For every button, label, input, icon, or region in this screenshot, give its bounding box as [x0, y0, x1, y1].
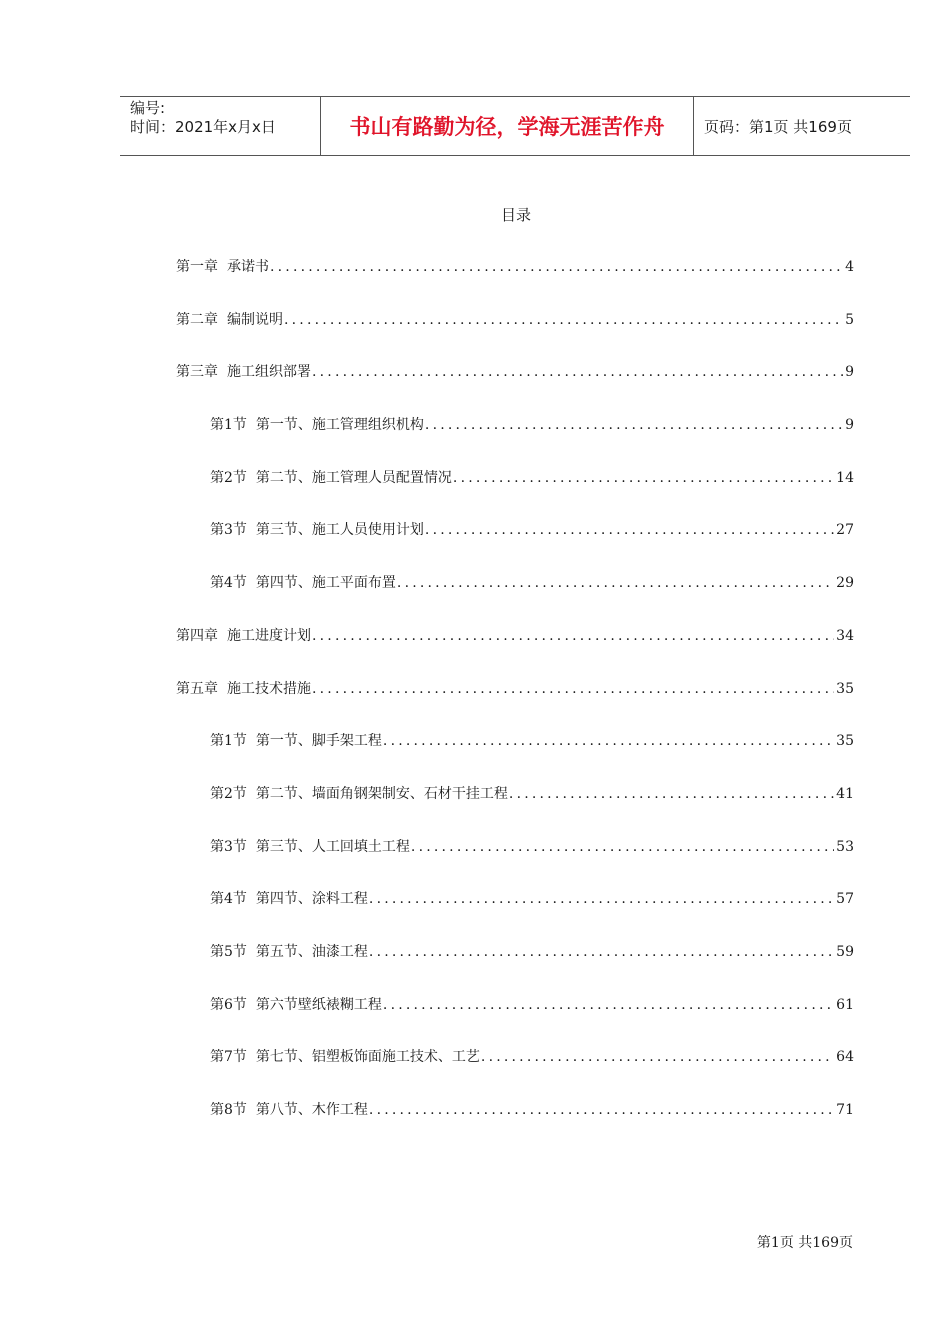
toc-entry-page: 41	[836, 785, 854, 802]
toc-entry-page: 9	[845, 417, 854, 434]
toc-leader-dots	[397, 572, 834, 594]
toc-entry-number: 第4节	[210, 575, 247, 592]
header-motto-cell	[321, 97, 694, 155]
toc-entry-page: 5	[845, 311, 854, 328]
toc-entry-title: 施工组织部署	[227, 364, 311, 381]
toc-entry[interactable]	[176, 888, 854, 941]
toc-entry-page: 34	[836, 627, 854, 644]
document-code-label: 编号:	[130, 99, 166, 117]
toc-entry-page: 71	[836, 1102, 854, 1118]
toc-entry[interactable]	[176, 941, 854, 994]
footer-page-number: 第1页 共169页	[756, 1235, 853, 1251]
toc-entry[interactable]	[176, 414, 854, 467]
toc-leader-dots	[383, 994, 834, 1016]
toc-entry[interactable]	[176, 730, 854, 783]
toc-entry-page: 4	[845, 259, 854, 275]
toc-entry-number: 第1节	[210, 733, 247, 750]
toc-entry-number: 第8节	[210, 1102, 247, 1118]
toc-entry-page: 61	[836, 996, 854, 1013]
toc-entry-title: 施工进度计划	[227, 627, 311, 644]
toc-entry-title: 第三节、施工人员使用计划	[255, 522, 424, 539]
toc-entry-page: 35	[836, 733, 854, 750]
toc-entry[interactable]	[176, 467, 854, 520]
toc-leader-dots	[312, 678, 834, 700]
toc-entry-title: 第七节、铝塑板饰面施工技术、工艺	[255, 1049, 480, 1066]
header-meta-cell	[120, 97, 321, 155]
toc-entry-title: 第二节、墙面角钢架制安、石材干挂工程	[255, 785, 508, 802]
toc-leader-dots	[284, 309, 843, 331]
toc-entry-number: 第3节	[210, 838, 247, 855]
toc-leader-dots	[411, 836, 834, 858]
toc-leader-dots	[425, 414, 843, 436]
toc-entry[interactable]	[176, 1099, 854, 1152]
page-header	[120, 96, 910, 156]
toc-entry-title: 第三节、人工回填土工程	[255, 838, 410, 855]
toc-entry-number: 第五章	[176, 680, 218, 697]
toc-entry-page: 14	[836, 469, 854, 486]
toc-entry-page: 29	[836, 575, 854, 592]
toc-entry-page: 59	[836, 943, 854, 960]
toc-leader-dots	[425, 519, 834, 541]
toc-entry-page: 53	[836, 838, 854, 855]
toc-entry-page: 35	[836, 680, 854, 697]
toc-entry[interactable]	[176, 783, 854, 836]
toc-entry[interactable]	[176, 625, 854, 678]
toc-entry[interactable]	[176, 519, 854, 572]
toc-entry[interactable]	[176, 361, 854, 414]
toc-leader-dots	[369, 1099, 834, 1121]
toc-entry[interactable]	[176, 994, 854, 1047]
toc-entry-page: 57	[836, 891, 854, 908]
toc-title: 目录	[500, 206, 531, 224]
toc-leader-dots	[481, 1046, 834, 1068]
toc-entry-number: 第7节	[210, 1049, 247, 1066]
toc-entry[interactable]	[176, 1046, 854, 1099]
toc-entry-title: 第一节、施工管理组织机构	[255, 417, 424, 434]
header-motto: 书山有路勤为径，学海无涯苦作舟	[349, 115, 665, 139]
toc-entry-number: 第5节	[210, 943, 247, 960]
header-page-number: 页码：第1页 共169页	[704, 117, 852, 136]
toc-entry-number: 第3节	[210, 522, 247, 539]
header-page-cell	[694, 97, 910, 155]
toc-entry-title: 第八节、木作工程	[255, 1102, 368, 1118]
toc-entry[interactable]	[176, 678, 854, 731]
toc-entry-title: 承诺书	[227, 259, 269, 275]
toc-leader-dots	[312, 361, 843, 383]
toc-entry[interactable]	[176, 572, 854, 625]
toc-entry[interactable]	[176, 256, 854, 309]
toc-leader-dots	[312, 625, 834, 647]
toc-entry-number: 第2节	[210, 469, 247, 486]
toc-entry-title: 第一节、脚手架工程	[255, 733, 382, 750]
toc-entry-number: 第2节	[210, 785, 247, 802]
toc-entry-number: 第4节	[210, 891, 247, 908]
toc-leader-dots	[270, 256, 843, 278]
toc-leader-dots	[453, 467, 834, 489]
toc-entry-title: 第二节、施工管理人员配置情况	[255, 469, 452, 486]
document-time-label: 时间：2021年x月x日	[130, 118, 276, 136]
toc-leader-dots	[509, 783, 834, 805]
toc-leader-dots	[369, 941, 834, 963]
toc-entry-title: 施工技术措施	[227, 680, 311, 697]
toc-entry-page: 9	[845, 364, 854, 381]
toc-entry-number: 第四章	[176, 627, 218, 644]
toc-entry[interactable]	[176, 836, 854, 889]
toc-entry-title: 第四节、施工平面布置	[255, 575, 396, 592]
toc-entry-title: 第六节壁纸裱糊工程	[255, 996, 382, 1013]
toc-entry-page: 64	[836, 1049, 854, 1066]
table-of-contents	[176, 256, 854, 1152]
toc-entry-number: 第三章	[176, 364, 218, 381]
toc-entry-number: 第1节	[210, 417, 247, 434]
toc-entry-title: 编制说明	[227, 311, 283, 328]
toc-entry-number: 第6节	[210, 996, 247, 1013]
toc-entry-number: 第二章	[176, 311, 218, 328]
toc-entry[interactable]	[176, 309, 854, 362]
toc-entry-title: 第四节、涂料工程	[255, 891, 368, 908]
toc-leader-dots	[383, 730, 834, 752]
toc-entry-page: 27	[836, 522, 854, 539]
toc-leader-dots	[369, 888, 834, 910]
toc-entry-title: 第五节、油漆工程	[255, 943, 368, 960]
toc-entry-number: 第一章	[176, 259, 218, 275]
